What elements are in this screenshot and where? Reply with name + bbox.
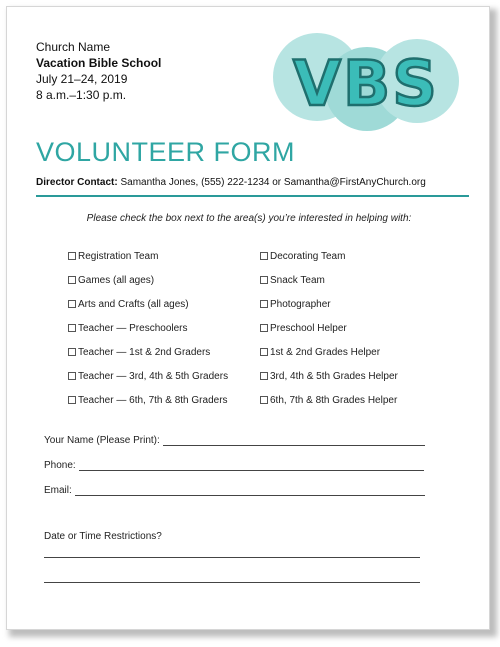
option-teacher-preschool[interactable] — [68, 323, 228, 347]
options-right-column — [260, 251, 398, 419]
checkbox[interactable] — [260, 396, 268, 404]
form-page — [6, 6, 490, 630]
option-preschool-helper[interactable] — [260, 323, 398, 347]
vbs-logo-text: VBS — [293, 47, 439, 120]
director-value: Samantha Jones, (555) 222-1234 or Samantha@FirstAnyChurch.org — [120, 177, 426, 188]
event-dates: July 21–24, 2019 — [36, 72, 128, 86]
option-label: 3rd, 4th & 5th Grades Helper — [270, 371, 398, 382]
email-input-line[interactable] — [75, 485, 425, 496]
option-label: Teacher — 1st & 2nd Graders — [78, 347, 211, 358]
option-teacher-6-8[interactable] — [68, 395, 228, 419]
option-label: Teacher — 3rd, 4th & 5th Graders — [78, 371, 229, 382]
option-snack-team[interactable] — [260, 275, 398, 299]
option-label: Games (all ages) — [78, 275, 155, 286]
option-label: Decorating Team — [270, 251, 346, 262]
option-label: Teacher — Preschoolers — [78, 323, 188, 334]
checkbox[interactable] — [260, 252, 268, 260]
option-registration-team[interactable] — [68, 251, 228, 275]
option-teacher-1-2[interactable] — [68, 347, 228, 371]
checkbox[interactable] — [68, 300, 76, 308]
option-label: Teacher — 6th, 7th & 8th Graders — [78, 395, 228, 406]
option-helper-3-5[interactable] — [260, 371, 398, 395]
option-games[interactable] — [68, 275, 228, 299]
checkbox[interactable] — [260, 300, 268, 308]
option-helper-6-8[interactable] — [260, 395, 398, 419]
restrictions-line-1[interactable] — [44, 557, 420, 558]
church-info — [36, 39, 161, 103]
name-input-line[interactable] — [163, 435, 425, 446]
church-name: Church Name — [36, 40, 111, 54]
checkbox[interactable] — [68, 252, 76, 260]
director-contact — [36, 177, 426, 188]
email-field — [44, 485, 425, 496]
checkbox[interactable] — [68, 372, 76, 380]
phone-input-line[interactable] — [79, 460, 424, 471]
option-label: Photographer — [270, 299, 331, 310]
option-label: 6th, 7th & 8th Grades Helper — [270, 395, 398, 406]
option-label: Snack Team — [270, 275, 325, 286]
option-label: Preschool Helper — [270, 323, 347, 334]
option-label: Arts and Crafts (all ages) — [78, 299, 189, 310]
option-arts-crafts[interactable] — [68, 299, 228, 323]
checkbox[interactable] — [68, 396, 76, 404]
checkbox[interactable] — [260, 348, 268, 356]
instruction-text: Please check the box next to the area(s) you’re interested in helping with: — [86, 213, 412, 224]
name-label: Your Name (Please Print): — [44, 435, 160, 446]
phone-label: Phone: — [44, 460, 76, 471]
restrictions-label: Date or Time Restrictions? — [44, 531, 162, 542]
options-left-column — [68, 251, 228, 419]
checkbox[interactable] — [68, 348, 76, 356]
option-label: 1st & 2nd Grades Helper — [270, 347, 381, 358]
option-decorating-team[interactable] — [260, 251, 398, 275]
checkbox[interactable] — [260, 324, 268, 332]
form-title: VOLUNTEER FORM — [36, 137, 296, 167]
restrictions-line-2[interactable] — [44, 582, 420, 583]
option-photographer[interactable] — [260, 299, 398, 323]
name-field — [44, 435, 425, 446]
checkbox[interactable] — [260, 372, 268, 380]
vbs-logo — [271, 29, 461, 133]
checkbox[interactable] — [68, 276, 76, 284]
program-name: Vacation Bible School — [36, 56, 162, 70]
checkbox[interactable] — [68, 324, 76, 332]
option-teacher-3-5[interactable] — [68, 371, 228, 395]
email-label: Email: — [44, 485, 72, 496]
divider — [36, 195, 469, 197]
director-label: Director Contact: — [36, 177, 118, 188]
checkbox[interactable] — [260, 276, 268, 284]
event-times: 8 a.m.–1:30 p.m. — [36, 88, 127, 102]
phone-field — [44, 460, 424, 471]
option-label: Registration Team — [78, 251, 159, 262]
option-helper-1-2[interactable] — [260, 347, 398, 371]
